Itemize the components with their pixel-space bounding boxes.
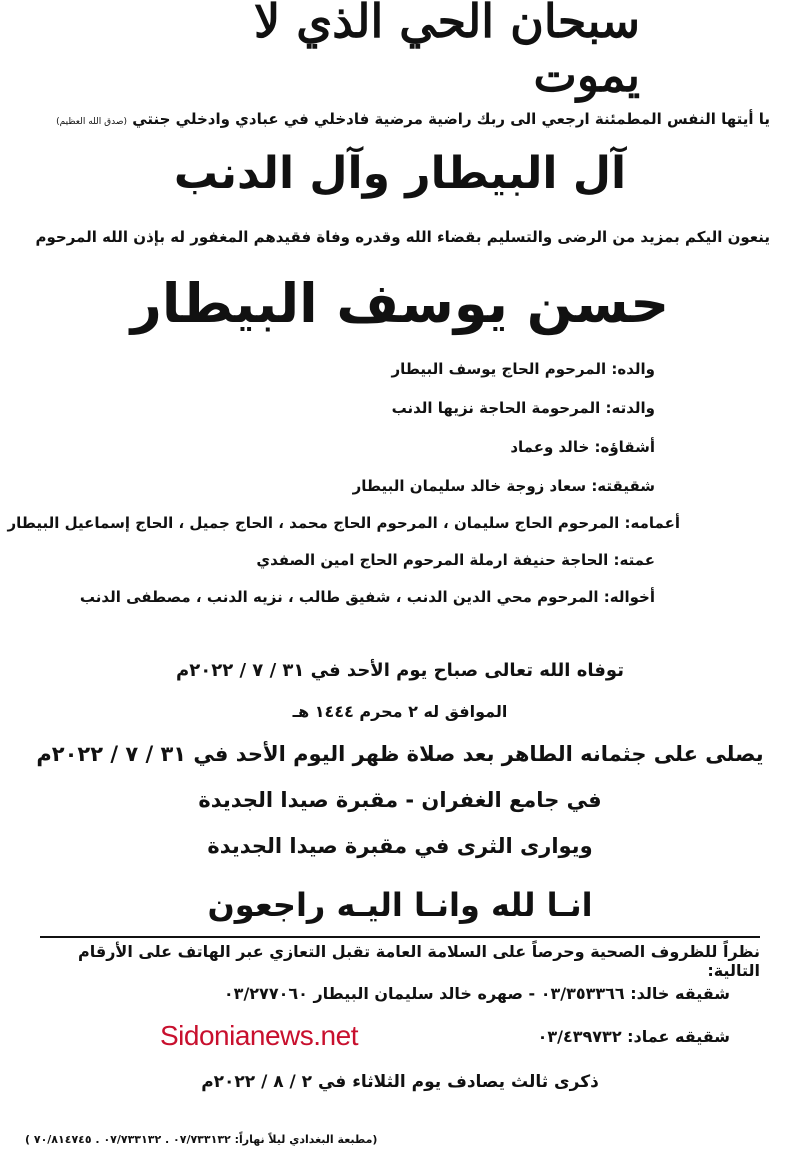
relative-aunt bbox=[256, 551, 655, 569]
relative-label: أخواله: bbox=[603, 588, 655, 606]
relative-label: أعمامه: bbox=[624, 514, 680, 532]
printer-credit: (مطبعة البغدادي ليلاً نهاراً: ٠٧/٧٣٣١٣٢ . ٠٧/٧٣٣١٣٢ . ٧٠/٨١٤٧٤٥ ) bbox=[25, 1133, 378, 1146]
relative-value: الحاجة حنيفة ارملة المرحوم الحاج امين الصفدي bbox=[256, 551, 609, 569]
hijri-date: الموافق له ٢ محرم ١٤٤٤ هـ bbox=[292, 702, 508, 721]
relative-value: سعاد زوجة خالد سليمان البيطار bbox=[352, 477, 587, 495]
verse-reference: (صدق الله العظيم) bbox=[56, 117, 127, 127]
relative-father bbox=[392, 360, 655, 378]
relative-label: والده: bbox=[611, 360, 655, 378]
phone-line: شقيقه عماد: ٠٣/٤٣٩٧٣٢ bbox=[537, 1027, 730, 1046]
relative-brothers bbox=[510, 438, 655, 456]
calligraphy-header: سبحان الحي الذي لا يموت bbox=[254, 0, 640, 102]
relative-value: المرحوم الحاج سليمان ، المرحوم الحاج محمد ، الحاج جميل ، الحاج إسماعيل البيطار bbox=[7, 514, 620, 532]
closing-phrase: انـا لله وانـا اليـه راجعون bbox=[207, 886, 593, 924]
families-title: آل البيطار وآل الدنب bbox=[173, 148, 627, 199]
relative-mother bbox=[392, 399, 655, 417]
memorial-date: ذكرى ثالث يصادف يوم الثلاثاء في ٢ / ٨ / ٢٠٢٢م bbox=[201, 1072, 599, 1092]
quran-verse bbox=[30, 110, 770, 128]
relative-value: المرحومة الحاجة نزيها الدنب bbox=[391, 399, 601, 417]
relative-label: عمته: bbox=[613, 551, 655, 569]
phone-line: شقيقه خالد: ٠٣/٣٥٣٣٦٦ - صهره خالد سليمان البيطار ٠٣/٢٧٧٠٦٠ bbox=[223, 984, 730, 1003]
relative-maternal-uncles bbox=[80, 588, 655, 606]
funeral-mosque: في جامع الغفران - مقبرة صيدا الجديدة bbox=[198, 788, 602, 812]
relative-value: المرحوم محي الدين الدنب ، شفيق طالب ، نزيه الدنب ، مصطفى الدنب bbox=[79, 588, 599, 606]
watermark: Sidonianews.net bbox=[160, 1020, 358, 1051]
relative-value: خالد وعماد bbox=[510, 438, 590, 456]
deceased-name: حسن يوسف البيطار bbox=[130, 272, 670, 335]
relative-label: أشقاؤه: bbox=[594, 438, 655, 456]
intro-text: ينعون اليكم بمزيد من الرضى والتسليم بقضاء الله وقدره وفاة فقيدهم المغفور له بإذن الله المرحوم bbox=[35, 228, 770, 246]
verse-text: يا أيتها النفس المطمئنة ارجعي الى ربك راضية مرضية فادخلي في عبادي وادخلي جنتي bbox=[132, 110, 770, 128]
relative-value: المرحوم الحاج يوسف البيطار bbox=[391, 360, 607, 378]
death-date: توفاه الله تعالى صباح يوم الأحد في ٣١ / ٧ / ٢٠٢٢م bbox=[176, 660, 624, 681]
condolence-notice: نظراً للظروف الصحية وحرصاً على السلامة العامة تقبل التعازي عبر الهاتف على الأرقام التالية: bbox=[77, 942, 760, 980]
burial-place: ويوارى الثرى في مقبرة صيدا الجديدة bbox=[207, 834, 593, 858]
relative-label: والدته: bbox=[605, 399, 655, 417]
divider bbox=[40, 936, 760, 938]
funeral-prayer: يصلى على جثمانه الطاهر بعد صلاة ظهر اليوم الأحد في ٣١ / ٧ / ٢٠٢٢م bbox=[36, 742, 764, 766]
relative-label: شقيقته: bbox=[591, 477, 655, 495]
relative-uncles bbox=[8, 514, 680, 532]
relative-sister bbox=[353, 477, 655, 495]
